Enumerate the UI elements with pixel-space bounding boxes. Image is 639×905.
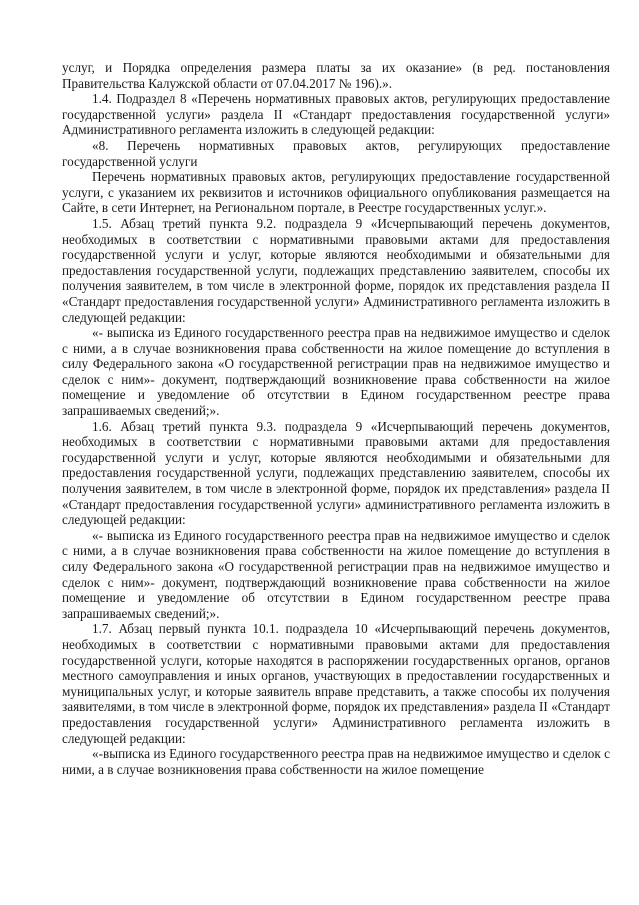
- paragraph-section-8-title: «8. Перечень нормативных правовых актов, регулирующих предоставление государственной услуги: [62, 137, 610, 169]
- paragraph-1-7-quote: «-выписка из Единого государственного реестра прав на недвижимое имущество и сделок с ними, а в случае возникновения права собственности на жилое помещение: [62, 746, 610, 777]
- paragraph-continuation: услуг, и Порядка определения размера платы за их оказание» (в ред. постановления Правительства Калужской области от 07.04.2017 № 196).».: [62, 60, 610, 91]
- document-page: [62, 60, 610, 777]
- paragraph-1-5: 1.5. Абзац третий пункта 9.2. подраздела 9 «Исчерпывающий перечень документов, необходимых в соответствии с нормативными правовыми актами для предоставления государственной услуги и услуг, которые являются необходимыми и обязательными для предоставления государственной услуги, подлежащих представлению заявителем, способы их получения заявителем, в том числе в электронной форме, порядок их представления раздела II «Стандарт предоставления государственной услуги» Административного регламента изложить в следующей редакции:: [62, 215, 610, 325]
- paragraph-1-5-quote: «- выписка из Единого государственного реестра прав на недвижимое имущество и сделок с ними, а в случае возникновения права собственности на жилое помещение до вступления в силу Федерального закона «О государственной регистрации прав на недвижимое имущество и сделок с ним»- документ, подтверждающий возникновение права собственности на жилое помещение и уведомление об отсутствии в Едином государственном реестре права запрашиваемых сведений;».: [62, 325, 610, 419]
- paragraph-1-6-quote: «- выписка из Единого государственного реестра прав на недвижимое имущество и сделок с ними, а в случае возникновения права собственности на жилое помещение до вступления в силу Федерального закона «О государственной регистрации прав на недвижимое имущество и сделок с ним»- документ, подтверждающий возникновение права собственности на жилое помещение и уведомление об отсутствии в Едином государственном реестре права запрашиваемых сведений;».: [62, 527, 610, 621]
- paragraph-1-7: 1.7. Абзац первый пункта 10.1. подраздела 10 «Исчерпывающий перечень документов, необходимых в соответствии с нормативными правовыми актами для предоставления государственной услуги, которые находятся в распоряжении государственных органов, органов местного самоуправления и иных органов, участвующих в предоставлении государственных и муниципальных услуг, и которые заявитель вправе представить, а также способы их получения заявителями, в том числе в электронной форме, порядок их представления» раздела II «Стандарт предоставления государственной услуги» Административного регламента изложить в следующей редакции:: [62, 621, 610, 746]
- paragraph-section-8-body: Перечень нормативных правовых актов, регулирующих предоставление государственной услуги, с указанием их реквизитов и источников официального опубликования размещается на Сайте, в сети Интернет, на Региональном портале, в Реестре государственных услуг.».: [62, 169, 610, 216]
- paragraph-1-4: 1.4. Подраздел 8 «Перечень нормативных правовых актов, регулирующих предоставление государственной услуги» раздела II «Стандарт предоставления государственной услуги» Административного регламента изложить в следующей редакции:: [62, 91, 610, 138]
- paragraph-1-6: 1.6. Абзац третий пункта 9.3. подраздела 9 «Исчерпывающий перечень документов, необходимых в соответствии с нормативными правовыми актами для предоставления государственной услуги и услуг, которые являются необходимыми и обязательными для предоставления государственной услуги, подлежащих представлению заявителем, способы их получения заявителем, в том числе в электронной форме, порядок их представления» раздела II «Стандарт предоставления государственной услуги» административного регламента изложить в следующей редакции:: [62, 418, 610, 528]
